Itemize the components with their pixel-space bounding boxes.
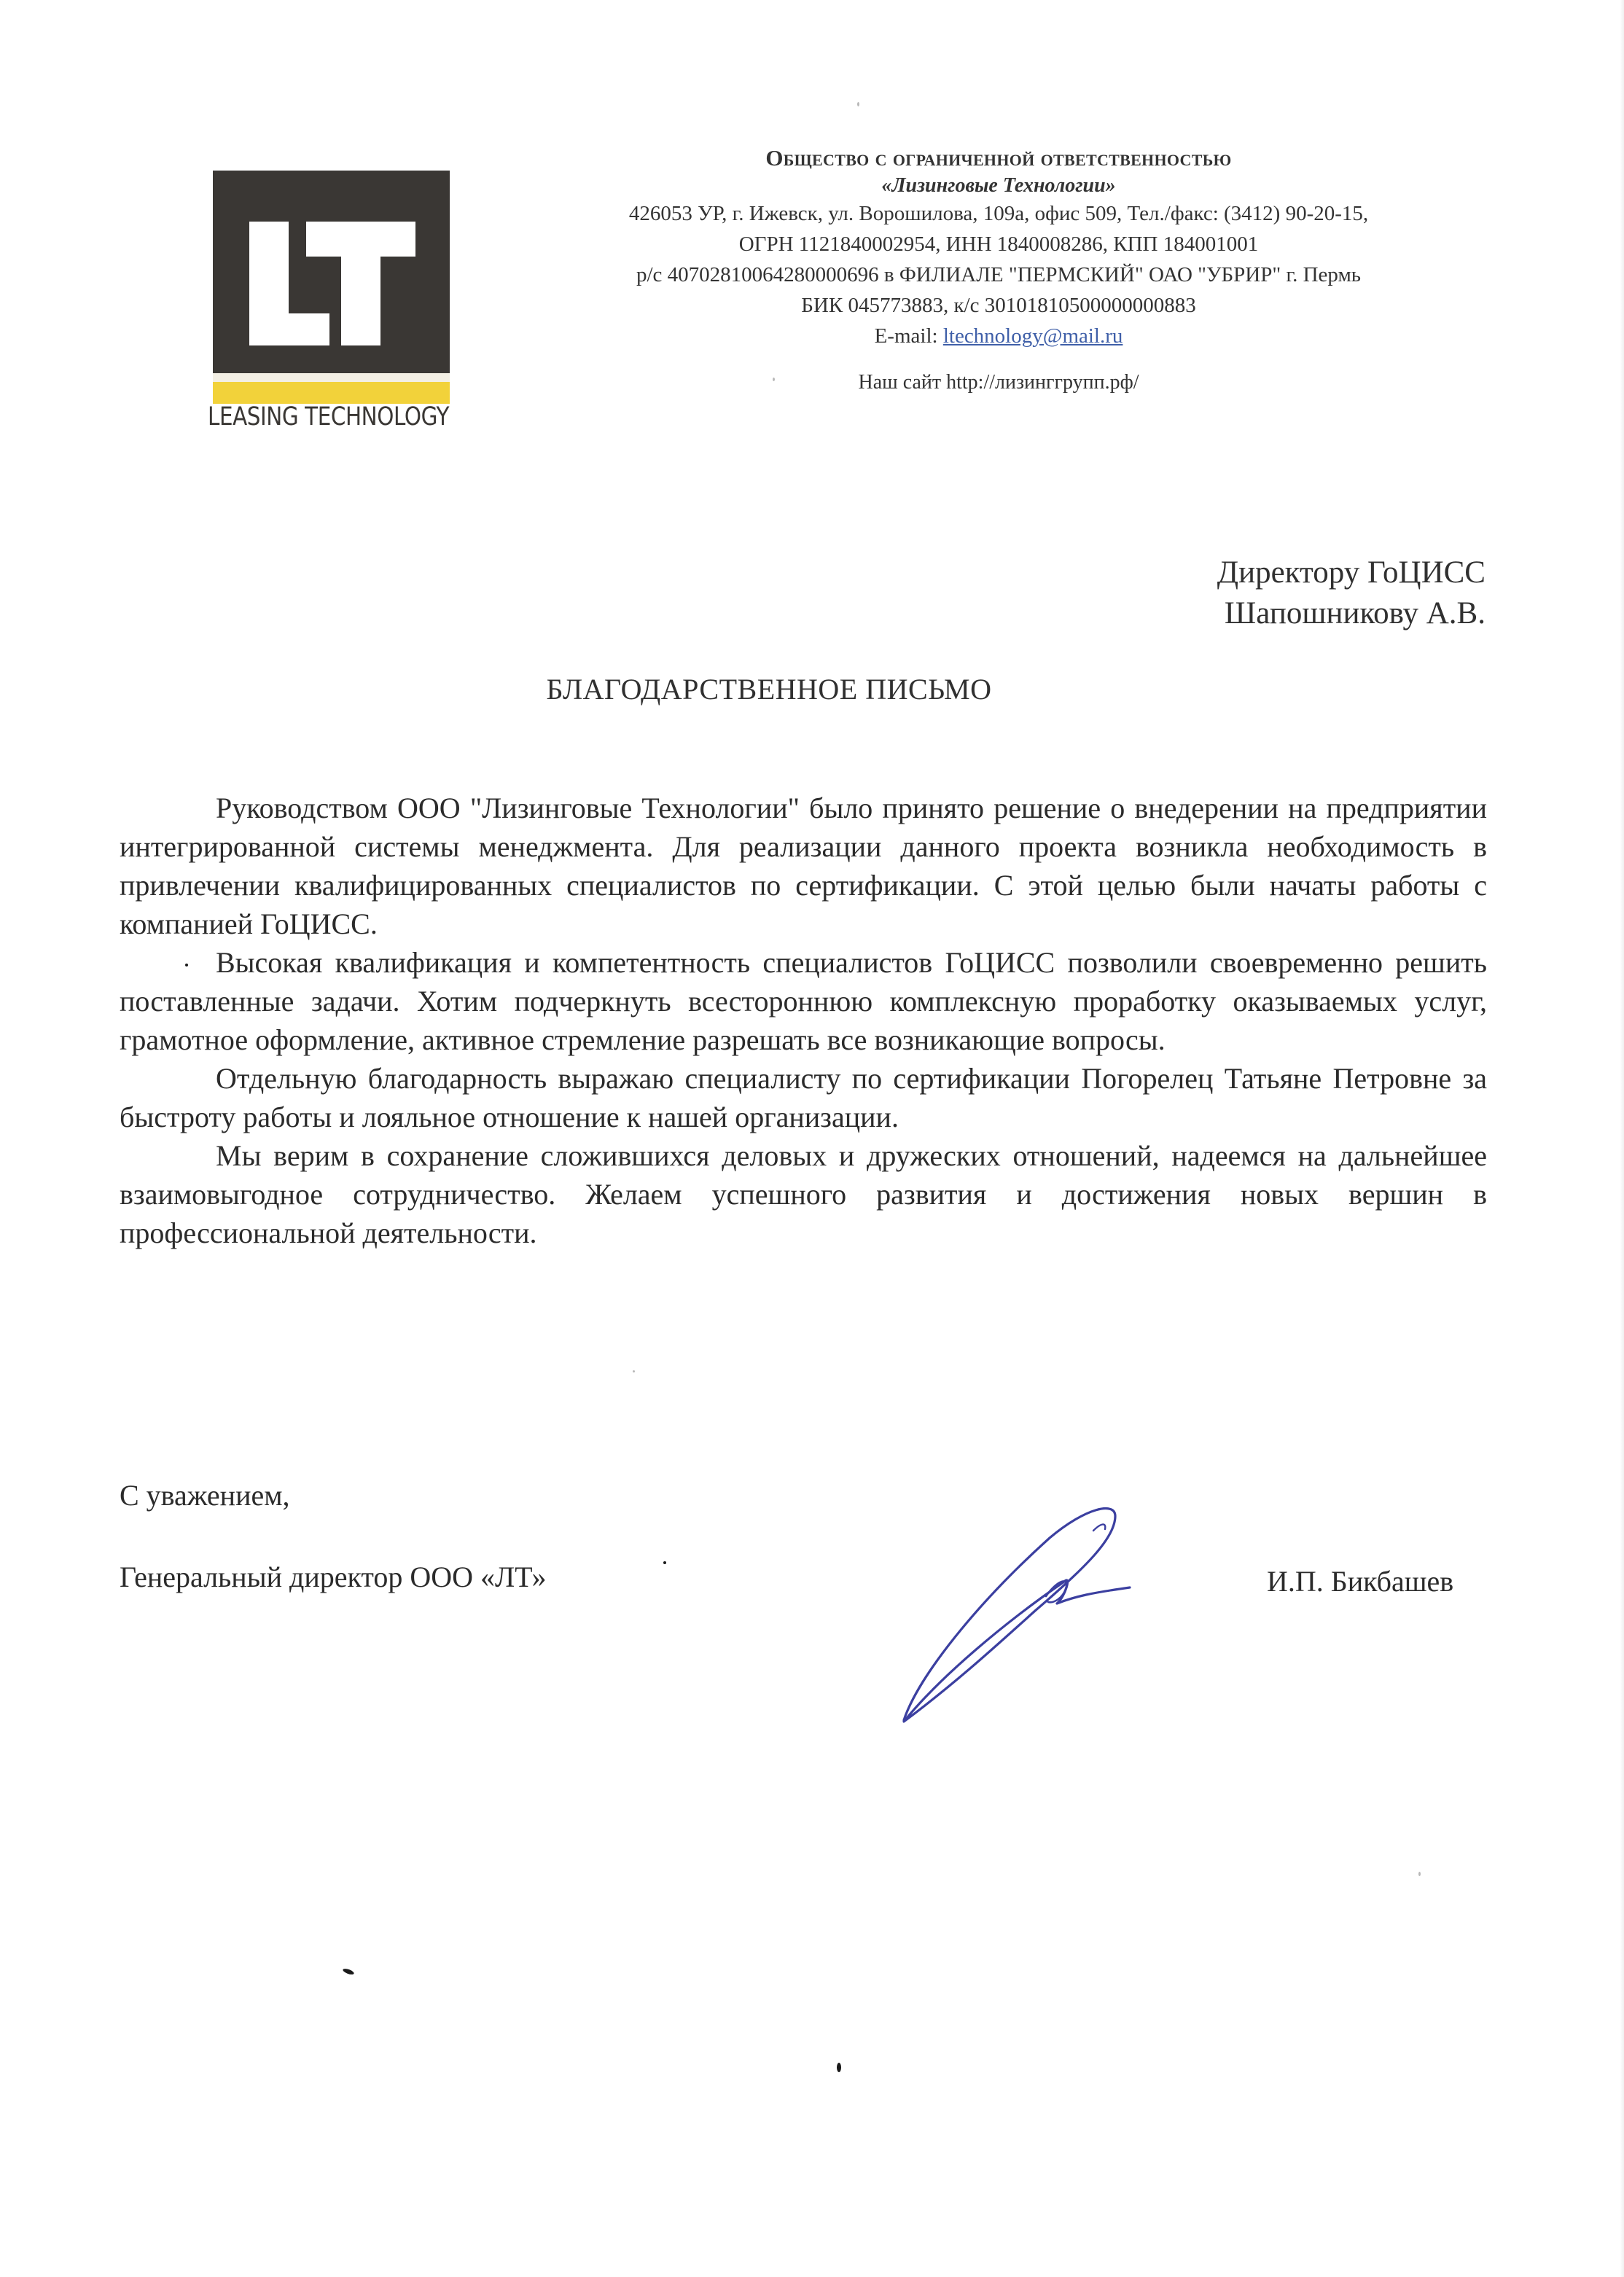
body-paragraph: Руководством ООО "Лизинговые Технологии" было принято решение о внедерении на предприятии интегрированной системы менеджмента. Для реализации данного проекта возникла необходимость в привлечении квалифицированных специалистов по сертификации. С этой целью были начаты работы с компанией ГоЦИСС. bbox=[120, 792, 1487, 940]
scan-speck bbox=[185, 964, 188, 966]
body-paragraph: Мы верим в сохранение сложившихся деловых и дружеских отношений, надеемся на дальнейшее взаимовыгодное сотрудничество. Желаем успешного развития и достижения новых вершин в профессиональной деятельности. bbox=[120, 1139, 1487, 1249]
addressee-block bbox=[1217, 552, 1486, 634]
email-link[interactable]: ltechnology@mail.ru bbox=[942, 324, 1123, 348]
logo-divider-stripe bbox=[213, 373, 450, 382]
scan-speck bbox=[837, 2063, 841, 2072]
org-title: Общество с ограниченной ответственностью bbox=[765, 145, 1232, 171]
signer-name: И.П. Бикбашев bbox=[1267, 1565, 1454, 1598]
body-paragraph: Отдельную благодарность выражаю специалисту по сертификации Погорелец Татьяне Петровне за быстроту работы и лояльное отношение к нашей организации. bbox=[120, 1062, 1487, 1133]
address-line: 426053 УР, г. Ижевск, ул. Ворошилова, 109а, офис 509, Тел./факс: (3412) 90-20-15, bbox=[628, 202, 1369, 225]
bank-account-line: р/с 40702810064280000696 в ФИЛИАЛЕ "ПЕРМСКИЙ" ОАО "УБРИР" г. Пермь bbox=[636, 263, 1362, 286]
addressee-position: Директору ГоЦИСС bbox=[1217, 555, 1486, 590]
logo-accent-bar bbox=[213, 382, 450, 404]
scan-speck bbox=[342, 1967, 354, 1975]
email-label: E-mail: bbox=[874, 324, 943, 348]
scan-edge-shadow bbox=[1620, 0, 1624, 2277]
logo-lt-glyph bbox=[213, 171, 450, 382]
body-paragraph: Высокая квалификация и компетентность специалистов ГоЦИСС позволили своевременно решить поставленные задачи. Хотим подчеркнуть всестороннюю комплексную проработку оказываемых услуг, грамотное оформление, активное стремление разрешать все возникающие вопросы. bbox=[120, 946, 1487, 1056]
letter-body bbox=[120, 789, 1487, 1252]
handwritten-signature bbox=[875, 1487, 1166, 1735]
scan-speck bbox=[633, 1370, 635, 1372]
website-line: Наш сайт http://лизинггрупп.рф/ bbox=[858, 371, 1139, 394]
scan-speck bbox=[857, 102, 859, 106]
bik-line: БИК 045773883, к/с 30101810500000000883 bbox=[801, 294, 1196, 317]
org-name: «Лизинговые Технологии» bbox=[881, 174, 1116, 197]
document-title: БЛАГОДАРСТВЕННОЕ ПИСЬМО bbox=[546, 673, 992, 706]
addressee-name: Шапошникову А.В. bbox=[1224, 596, 1486, 630]
scan-speck bbox=[1418, 1872, 1421, 1876]
registration-line: ОГРН 1121840002954, ИНН 1840008286, КПП 184001001 bbox=[738, 233, 1259, 256]
logo-mark bbox=[213, 171, 450, 404]
closing-regards: С уважением, bbox=[120, 1479, 290, 1512]
letterhead bbox=[525, 143, 1472, 398]
scan-speck bbox=[773, 378, 775, 381]
scan-speck bbox=[663, 1561, 666, 1564]
logo-caption: LEASING TECHNOLOGY bbox=[208, 402, 450, 431]
email-line bbox=[525, 321, 1472, 351]
signer-title: Генеральный директор ООО «ЛТ» bbox=[120, 1561, 547, 1593]
